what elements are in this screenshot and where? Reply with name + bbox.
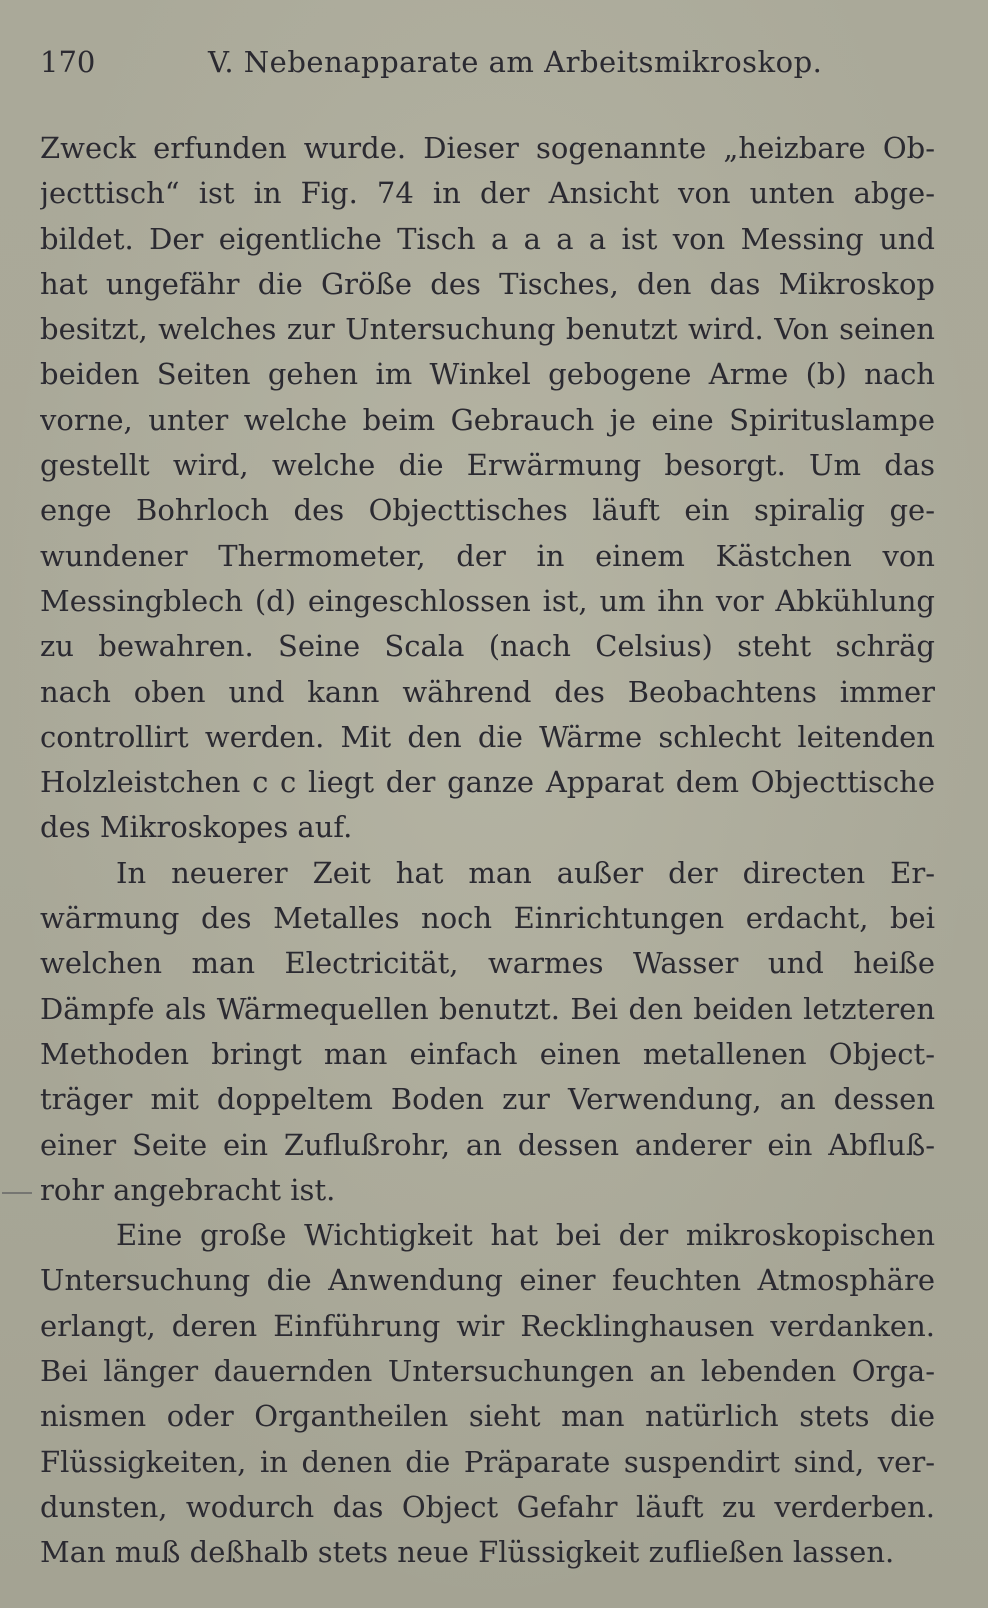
text-line: jecttisch“ ist in Fig. 74 in der Ansicht von unten abge-	[40, 176, 935, 211]
text-line: gestellt wird, welche die Erwärmung besorgt. Um das	[40, 448, 935, 483]
text-line: wärmung des Metalles noch Einrichtungen erdacht, bei	[40, 901, 935, 936]
text-line: Untersuchung die Anwendung einer feuchten Atmosphäre	[40, 1263, 935, 1298]
text-line: beiden Seiten gehen im Winkel gebogene Arme (b) nach	[40, 357, 935, 392]
text-line: hat ungefähr die Größe des Tisches, den das Mikroskop	[40, 266, 935, 301]
text-line: Zweck erfunden wurde. Dieser sogenannte „heizbare Ob-	[40, 131, 935, 165]
text-line: Messingblech (d) eingeschlossen ist, um ihn vor Abkühlung	[40, 583, 935, 618]
running-head: V. Nebenapparate am Arbeitsmikroskop.	[208, 45, 823, 79]
text-line: welchen man Electricität, warmes Wasser und heiße	[40, 946, 935, 981]
text-line: einer Seite ein Zuflußrohr, an dessen anderer ein Abfluß-	[40, 1127, 935, 1162]
margin-dash-mark	[2, 1192, 32, 1194]
text-line: besitzt, welches zur Untersuchung benutzt wird. Von seinen	[40, 312, 935, 347]
page-number: 170	[40, 45, 96, 79]
page-header	[40, 38, 948, 86]
text-line: Flüssigkeiten, in denen die Präparate suspendirt sind, ver-	[40, 1444, 935, 1479]
text-line: Eine große Wichtigkeit hat bei der mikroskopischen	[116, 1218, 935, 1253]
text-line: des Mikroskopes auf.	[40, 810, 353, 845]
paragraph-1	[40, 126, 935, 851]
text-line: controllirt werden. Mit den die Wärme schlecht leitenden	[40, 719, 935, 754]
text-line: Bei länger dauernden Untersuchungen an lebenden Orga-	[40, 1354, 935, 1389]
text-line: In neuerer Zeit hat man außer der directen Er-	[116, 855, 935, 890]
paragraph-2	[40, 851, 935, 1213]
text-line: träger mit doppeltem Boden zur Verwendung, an dessen	[40, 1082, 935, 1117]
body-text	[40, 126, 935, 1576]
text-line: Holzleistchen c c liegt der ganze Apparat dem Objecttische	[40, 765, 935, 800]
text-line: zu bewahren. Seine Scala (nach Celsius) steht schräg	[40, 629, 935, 664]
text-line: Methoden bringt man einfach einen metallenen Object-	[40, 1036, 935, 1071]
text-line: dunsten, wodurch das Object Gefahr läuft zu verderben.	[40, 1489, 935, 1524]
text-line: nach oben und kann während des Beobachtens immer	[40, 674, 935, 709]
text-line: erlangt, deren Einführung wir Recklinghausen verdanken.	[40, 1308, 935, 1343]
text-line: vorne, unter welche beim Gebrauch je eine Spirituslampe	[40, 402, 935, 437]
paragraph-3	[40, 1213, 935, 1575]
text-line: enge Bohrloch des Objecttisches läuft ein spiralig ge-	[40, 493, 935, 528]
text-line: Man muß deßhalb stets neue Flüssigkeit zufließen lassen.	[40, 1535, 895, 1570]
text-line: wundener Thermometer, der in einem Kästchen von	[40, 538, 935, 573]
text-line: bildet. Der eigentliche Tisch a a a a ist von Messing und	[40, 221, 935, 256]
text-line: rohr angebracht ist.	[40, 1172, 336, 1207]
text-line: nismen oder Organtheilen sieht man natürlich stets die	[40, 1399, 935, 1434]
text-line: Dämpfe als Wärmequellen benutzt. Bei den beiden letzteren	[40, 991, 935, 1026]
